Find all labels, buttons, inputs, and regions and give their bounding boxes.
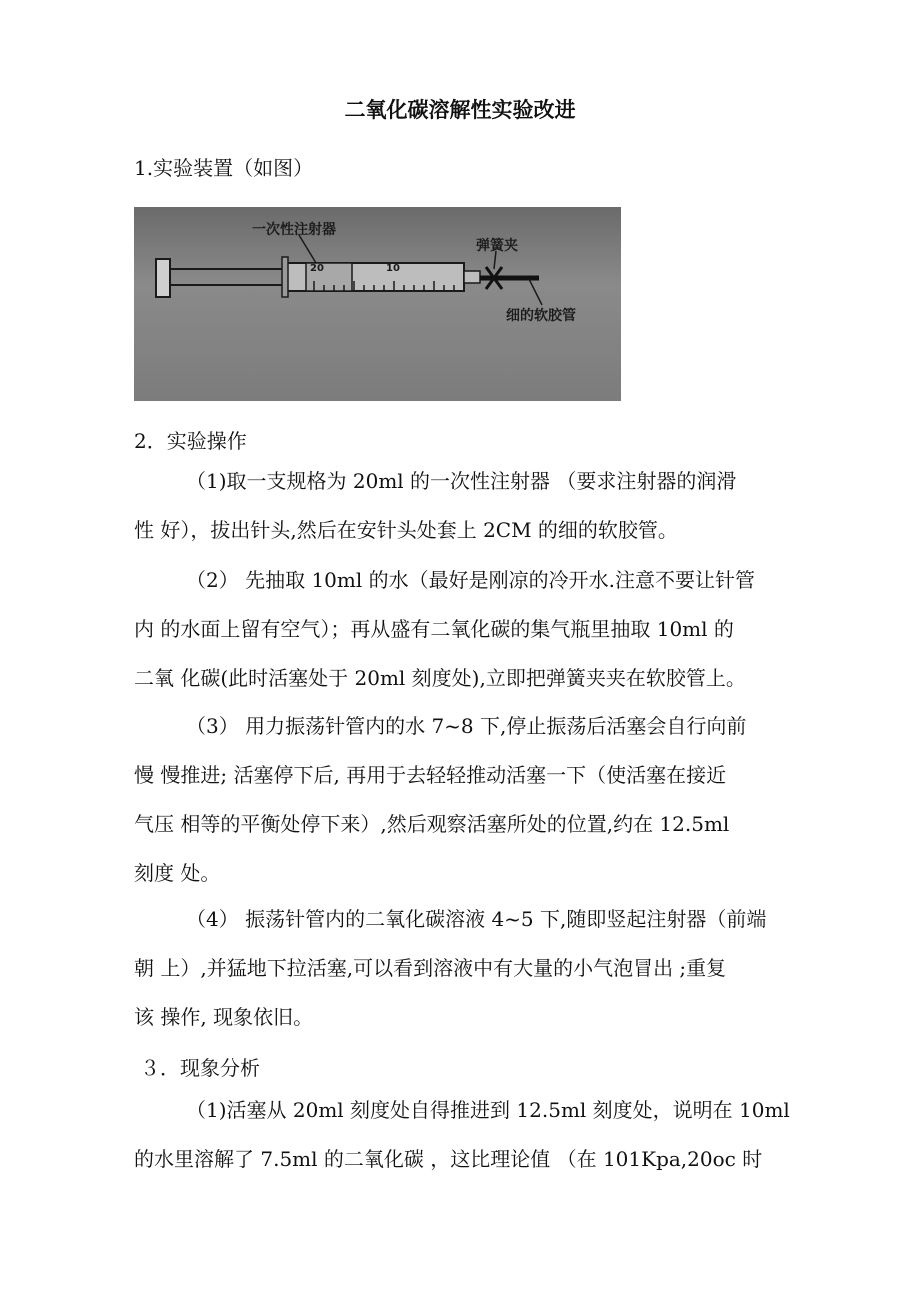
step-3-line-3: 气压 相等的平衡处停下来）,然后观察活塞所处的位置,约在 12.5ml — [134, 812, 730, 836]
step-3-line-1: （3） 用力振荡针管内的水 7~8 下,停止振荡后活塞会自行向前 — [186, 714, 747, 738]
scale-label-10: 10 — [386, 263, 400, 274]
apparatus-figure — [134, 207, 621, 401]
step-3 — [134, 702, 794, 898]
analysis-1-line-1: （1)活塞从 20ml 刻度处自得推进到 12.5ml 刻度处，说明在 10ml — [186, 1098, 790, 1122]
step-4-line-1: （4） 振荡针管内的二氧化碳溶液 4~5 下,随即竖起注射器（前端 — [186, 907, 767, 931]
barrel-flange — [282, 257, 288, 297]
step-2-line-1: （2） 先抽取 10ml 的水（最好是刚凉的冷开水.注意不要让针管 — [186, 568, 755, 592]
step-2 — [134, 556, 794, 703]
leader-tube — [529, 279, 542, 305]
step-1-line-2: 性 好），拔出针头,然后在安针头处套上 2CM 的细的软胶管。 — [134, 518, 678, 542]
scale-label-20: 20 — [310, 263, 324, 274]
nozzle — [464, 271, 480, 283]
step-2-line-2: 内 的水面上留有空气）；再从盛有二氧化碳的集气瓶里抽取 10ml 的 — [134, 617, 734, 641]
label-tube: 细的软胶管 — [506, 308, 576, 324]
step-1 — [134, 457, 794, 555]
syringe-drawing — [134, 207, 621, 401]
step-4-line-2: 朝 上）,并猛地下拉活塞,可以看到溶液中有大量的小气泡冒出 ;重复 — [134, 956, 727, 980]
section-heading-operation: 2．实验操作 — [134, 429, 247, 453]
step-4-line-3: 该 操作, 现象依旧。 — [134, 1005, 314, 1029]
label-clip: 弹簧夹 — [476, 238, 518, 254]
step-1-line-1: （1)取一支规格为 20ml 的一次性注射器 （要求注射器的润滑 — [186, 469, 737, 493]
document-title: 二氧化碳溶解性实验改进 — [344, 98, 576, 122]
analysis-1-line-2: 的水里溶解了 7.5ml 的二氧化碳 ，这比理论值 （在 101Kpa,20oc 时 — [134, 1147, 763, 1171]
section-heading-apparatus: 1.实验装置（如图） — [134, 156, 314, 180]
leader-syringe — [299, 235, 316, 263]
analysis-1 — [134, 1086, 794, 1184]
step-3-line-2: 慢 慢推进; 活塞停下后, 再用于去轻轻推动活塞一下（使活塞在接近 — [134, 763, 727, 787]
step-4 — [134, 895, 794, 1042]
label-syringe: 一次性注射器 — [252, 222, 336, 238]
step-3-line-4: 刻度 处。 — [134, 861, 221, 885]
step-2-line-3: 二氧 化碳(此时活塞处于 20ml 刻度处),立即把弹簧夹夹在软胶管上。 — [134, 666, 746, 690]
plunger-end — [156, 259, 170, 297]
section-heading-analysis: ３．现象分析 — [140, 1056, 260, 1080]
